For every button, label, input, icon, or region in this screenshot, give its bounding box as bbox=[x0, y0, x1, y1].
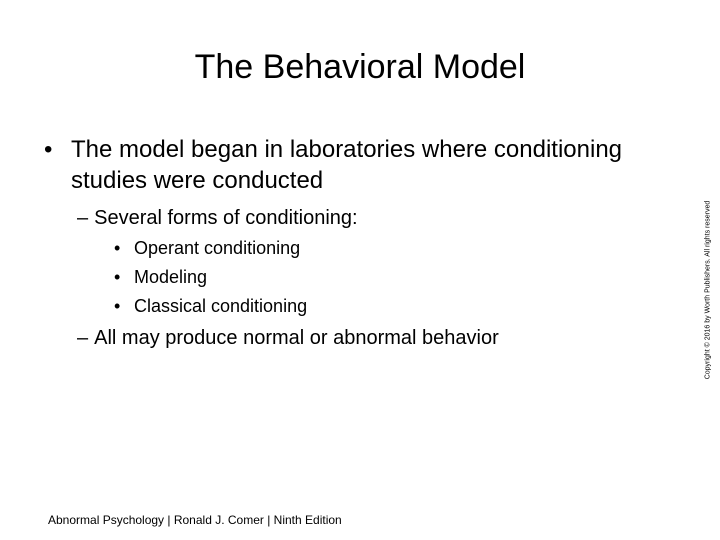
bullet-marker: • bbox=[114, 267, 121, 287]
main-bullet-text: The model began in laboratories where conditioning studies were conducted bbox=[71, 136, 623, 194]
slide-footer: Abnormal Psychology | Ronald J. Comer | Ninth Edition bbox=[48, 513, 342, 527]
sub-bullet-text: Several forms of conditioning: bbox=[94, 207, 358, 229]
sub-sub-bullet-text: Modeling bbox=[134, 267, 208, 287]
sub-sub-bullet-classical bbox=[114, 295, 307, 317]
sub-bullet-text: All may produce normal or abnormal behavior bbox=[94, 327, 499, 349]
main-bullet bbox=[44, 134, 634, 196]
sub-sub-bullet-text: Operant conditioning bbox=[134, 238, 301, 258]
bullet-marker: • bbox=[114, 296, 121, 316]
copyright-notice: Copyright © 2016 by Worth Publishers. All rights reserved bbox=[704, 200, 712, 380]
bullet-marker: • bbox=[44, 136, 53, 163]
sub-sub-bullet-operant bbox=[114, 237, 300, 259]
sub-bullet-forms bbox=[77, 206, 358, 230]
dash-marker: – bbox=[77, 207, 89, 229]
sub-bullet-behavior bbox=[77, 326, 499, 350]
bullet-marker: • bbox=[114, 238, 121, 258]
sub-sub-bullet-modeling bbox=[114, 266, 207, 288]
sub-sub-bullet-text: Classical conditioning bbox=[134, 296, 308, 316]
slide-title: The Behavioral Model bbox=[194, 48, 526, 86]
dash-marker: – bbox=[77, 327, 89, 349]
